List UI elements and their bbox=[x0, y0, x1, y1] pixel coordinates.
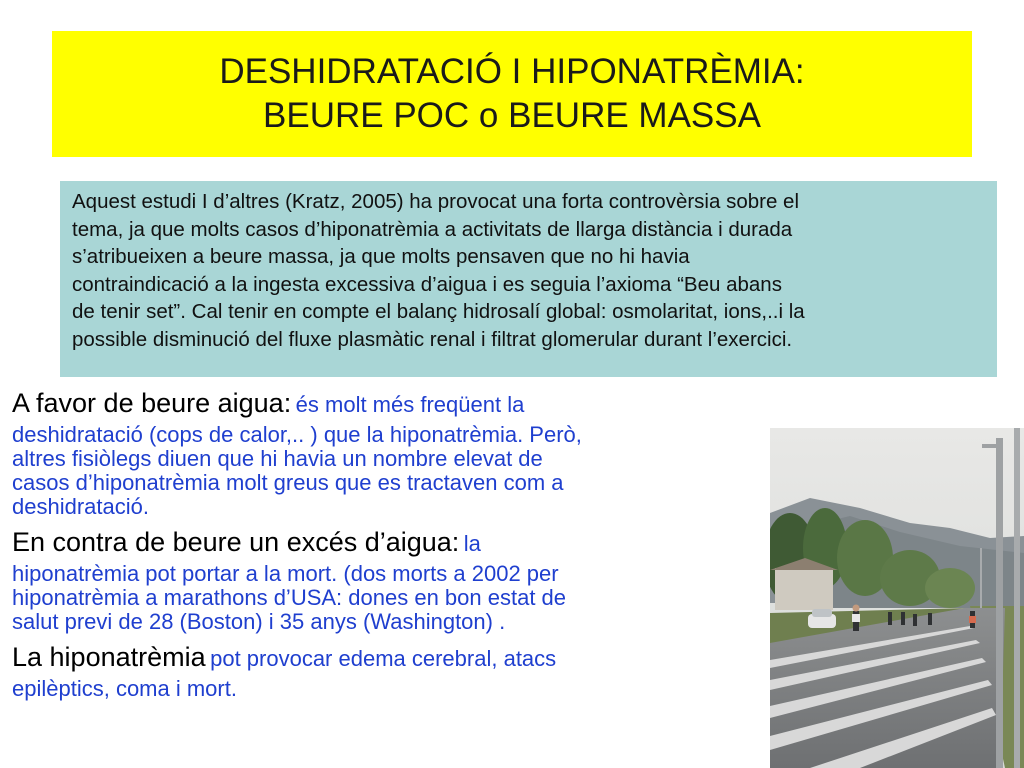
bullet-heading: En contra de beure un excés d’aigua: bbox=[12, 527, 460, 557]
bullet-text: pot provocar edema cerebral, atacs bbox=[210, 646, 557, 671]
bullet-text: casos d’hiponatrèmia molt greus que es tractaven com a bbox=[12, 470, 564, 495]
info-line: de tenir set”. Cal tenir en compte el balanç hidrosalí global: osmolaritat, ions,..i la bbox=[72, 300, 805, 323]
bullet-text: deshidratació (cops de calor,.. ) que la hiponatrèmia. Però, bbox=[12, 422, 582, 447]
marathon-road-photo bbox=[770, 428, 1024, 768]
bullet-text: la bbox=[463, 531, 481, 556]
info-line: s’atribueixen a beure massa, ja que molts pensaven que no hi havia bbox=[72, 245, 690, 268]
bullet-text: hiponatrèmia a marathons d’USA: dones en bon estat de bbox=[12, 585, 567, 610]
bullet-text: hiponatrèmia pot portar a la mort. (dos morts a 2002 per bbox=[12, 561, 559, 586]
bullet-heading: A favor de beure aigua: bbox=[12, 388, 292, 418]
bullet-text: altres fisiòlegs diuen que hi havia un nombre elevat de bbox=[12, 446, 543, 471]
bullet-text: deshidratació. bbox=[12, 494, 149, 519]
info-line: tema, ja que molts casos d’hiponatrèmia a activitats de llarga distància i durada bbox=[72, 217, 793, 241]
info-line: Aquest estudi I d’altres (Kratz, 2005) ha provocat una forta controvèrsia sobre el bbox=[72, 190, 799, 213]
info-line: possible disminució del fluxe plasmàtic renal i filtrat glomerular durant l’exercici. bbox=[72, 327, 793, 351]
title-line-2: BEURE POC o BEURE MASSA bbox=[263, 96, 761, 135]
bullet-text: salut previ de 28 (Boston) i 35 anys (Washington) . bbox=[12, 609, 506, 634]
title-line-1: DESHIDRATACIÓ I HIPONATRÈMIA: bbox=[219, 52, 805, 91]
info-line: contraindicació a la ingesta excessiva d’aigua i es seguia l’axioma “Beu abans bbox=[72, 272, 782, 296]
bullet-favor bbox=[12, 388, 757, 519]
title-banner bbox=[52, 31, 972, 157]
info-box bbox=[60, 181, 997, 377]
bullet-heading: La hiponatrèmia bbox=[12, 642, 206, 672]
bullet-list bbox=[12, 388, 757, 709]
bullet-text: epilèptics, coma i mort. bbox=[12, 676, 237, 701]
bullet-hiponatremia bbox=[12, 642, 757, 701]
bullet-contra bbox=[12, 527, 757, 634]
bullet-text: és molt més freqüent la bbox=[295, 392, 525, 417]
photo-illustration bbox=[770, 428, 1024, 768]
